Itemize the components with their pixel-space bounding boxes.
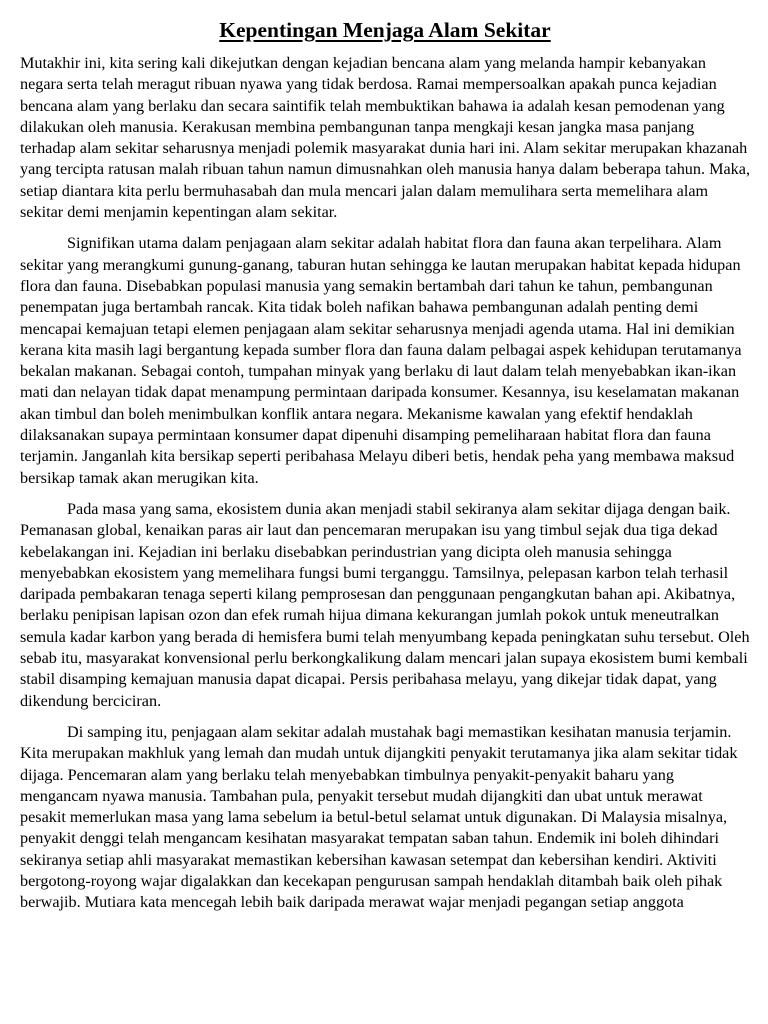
document-title: Kepentingan Menjaga Alam Sekitar [219,18,551,42]
paragraph-ecosystem: Pada masa yang sama, ekosistem dunia akan menjadi stabil sekiranya alam sekitar dijaga dengan baik. Pemanasan global, kenaikan paras air laut dan pencemaran merupakan isu yang timbul sejak dua tiga dekad kebelakangan ini. Kejadian ini berlaku disebabkan perindustrian yang dicipta oleh manusia sehingga menyebabkan ekosistem yang memelihara fungsi bumi terganggu. Tamsilnya, pelepasan karbon telah terhasil daripada pembakaran tenaga seperti kilang pemprosesan dan penggunaan pengangkutan bahan api. Akibatnya, berlaku penipisan lapisan ozon dan efek rumah hijua dimana kekurangan jumlah pokok untuk meneutralkan semula kadar karbon yang berada di hemisfera bumi telah menyumbang kepada peningkatan suhu tersebut. Oleh sebab itu, masyarakat konvensional perlu berkongkalikung dalam mencari jalan supaya ekosistem bumi kembali stabil disamping kemajuan manusia dapat dicapai. Persis peribahasa melayu, yang dikejar tidak dapat, yang dikendung berciciran. [20,499,750,710]
document-page [20,15,750,924]
paragraph-flora-fauna: Signifikan utama dalam penjagaan alam sekitar adalah habitat flora dan fauna akan terpelihara. Alam sekitar yang merangkumi gunung-ganang, taburan hutan sehingga ke lautan merupakan habitat kepada hidupan flora dan fauna. Disebabkan populasi manusia yang semakin bertambah dari tahun ke tahun, pembangunan penempatan juga bertambah rancak. Kita tidak boleh nafikan bahawa pembangunan adalah penting demi mencapai kemajuan tetapi elemen penjagaan alam sekitar seharusnya menjadi agenda utama. Hal ini demikian kerana kita masih lagi bergantung kepada sumber flora dan fauna dalam pelbagai aspek kehidupan terutamanya bekalan makanan. Sebagai contoh, tumpahan minyak yang berlaku di laut dalam telah menyebabkan ikan-ikan mati dan nelayan tidak dapat menampung permintaan daripada konsumer. Kesannya, isu keselamatan makanan akan timbul dan boleh menimbulkan konflik antara negara. Mekanisme kawalan yang efektif hendaklah dilaksanakan supaya permintaan konsumer dapat dipenuhi disamping pemeliharaan habitat flora dan fauna terjamin. Janganlah kita bersikap seperti peribahasa Melayu diberi betis, hendak peha yang membawa maksud bersikap tamak akan merugikan kita. [20,234,742,487]
paragraph-health: Di samping itu, penjagaan alam sekitar adalah mustahak bagi memastikan kesihatan manusia terjamin. Kita merupakan makhluk yang lemah dan mudah untuk dijangkiti penyakit terutamanya jika alam sekitar tidak dijaga. Pencemaran alam yang berlaku telah menyebabkan timbulnya penyakit-penyakit baharu yang mengancam nyawa manusia. Tambahan pula, penyakit tersebut mudah dijangkiti dan ubat untuk merawat pesakit memerlukan masa yang lama sebelum ia betul-betul selamat untuk digunakan. Di Malaysia misalnya, penyakit denggi telah mengancam kesihatan masyarakat tempatan saban tahun. Endemik ini boleh dihindari sekiranya setiap ahli masyarakat memastikan kebersihan kawasan setempat dan kebersihan kendiri. Aktiviti bergotong-royong wajar digalakkan dan kecekapan pengurusan sampah hendaklah ditambah baik oleh pihak berwajib. Mutiara kata mencegah lebih baik daripada merawat wajar menjadi pegangan setiap anggota [20,722,738,912]
paragraph-introduction: Mutakhir ini, kita sering kali dikejutkan dengan kejadian bencana alam yang melanda hampir kebanyakan negara serta telah meragut ribuan nyawa yang tidak berdosa. Ramai mempersoalkan apakah punca kejadian bencana alam yang berlaku dan secara saintifik telah membuktikan bahawa ia adalah kesan pemodenan yang dilakukan oleh manusia. Kerakusan membina pembangunan tanpa mengkaji kesan jangka masa panjang terhadap alam sekitar seharusnya menjadi polemik masyarakat dunia hari ini. Alam sekitar merupakan khazanah yang tercipta ratusan malah ribuan tahun namun dimusnahkan oleh manusia hanya dalam beberapa tahun. Maka, setiap diantara kita perlu bermuhasabah dan mula mencari jalan dalam memulihara serta memelihara alam sekitar demi menjamin kepentingan alam sekitar. [20,54,750,222]
